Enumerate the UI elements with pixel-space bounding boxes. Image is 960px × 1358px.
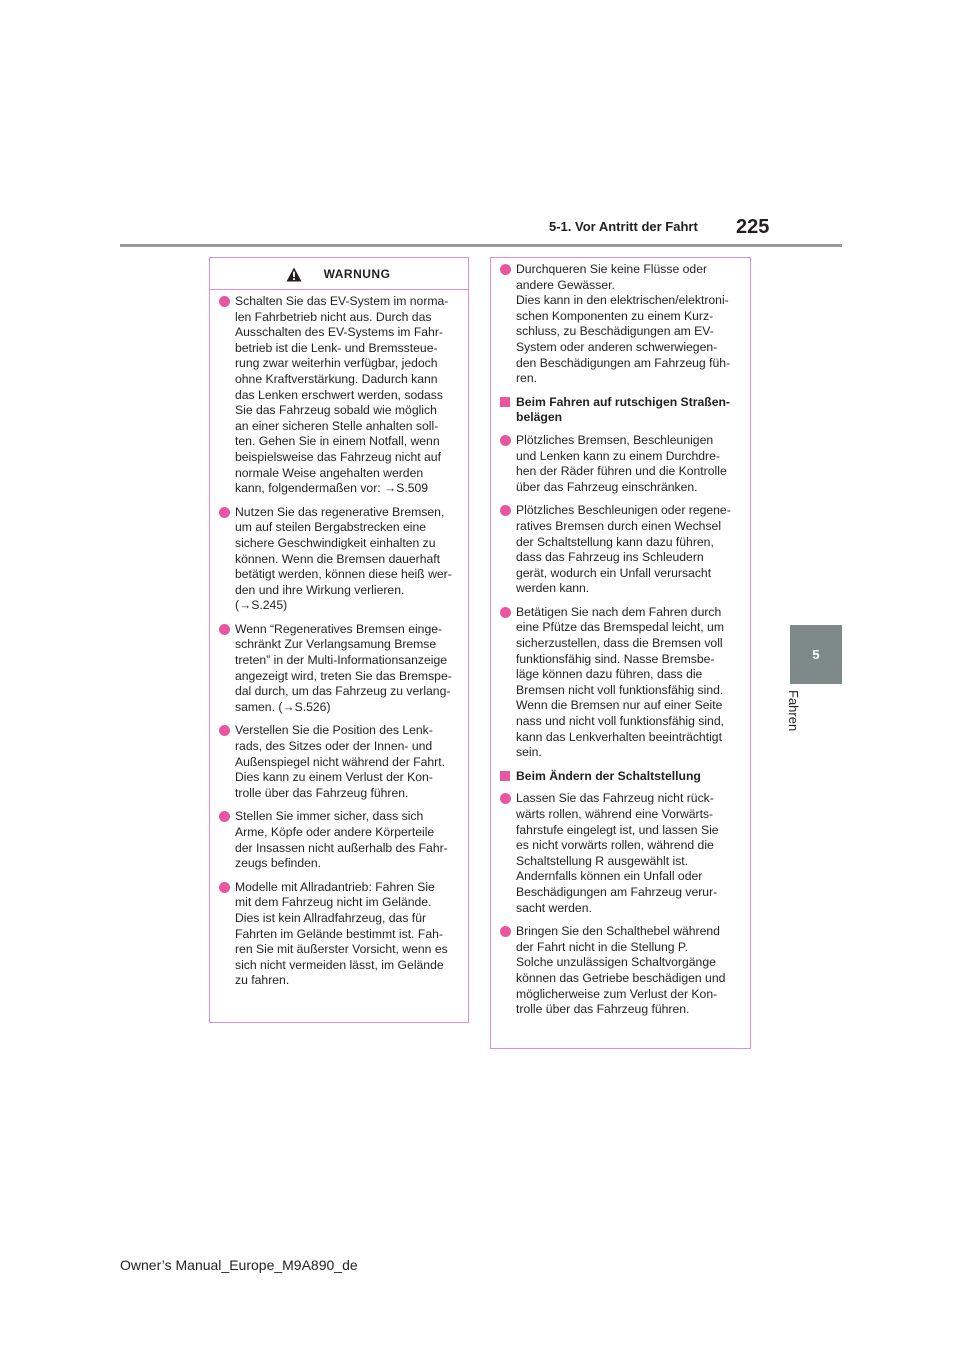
list-item (499, 503, 740, 597)
bullet-icon (219, 507, 230, 518)
item-text: Nutzen Sie das regenerative Bremsen, um auf steilen Bergabstrecken eine sichere Geschwindigkeit einhalten zu können. Wenn die Bremsen dauerhaft betätigt werden, können diese heiß wer- den und ihre Wirkung verlieren. (→S.245) (235, 504, 452, 613)
chapter-number: 5 (812, 647, 820, 662)
item-text: Modelle mit Allradantrieb: Fahren Sie mit dem Fahrzeug nicht im Gelände. Dies ist kein Allradfahrzeug, das für Fahrten im Gelände bestimmt ist. Fah- ren Sie mit äußerster Vorsicht, wenn es sich nicht vermeiden lässt, im Gelände zu fahren. (235, 879, 448, 988)
bullet-icon (219, 882, 230, 893)
item-text: Plötzliches Bremsen, Beschleunigen und Lenken kann zu einem Durchdre- hen der Räder führen und die Kontrolle über das Fahrzeug einschränken. (516, 432, 727, 494)
item-text: Bringen Sie den Schalthebel während der Fahrt nicht in die Stellung P. Solche unzulässigen Schaltvorgänge können das Getriebe beschädigen und möglicherweise zum Verlust der Kon- trolle über das Fahrzeug führen. (516, 924, 726, 1017)
warning-title: WARNUNG (323, 267, 391, 281)
bullet-icon (219, 624, 230, 635)
list-item (499, 791, 740, 916)
square-bullet-icon (500, 771, 510, 781)
item-text: Lassen Sie das Fahrzeug nicht rück- wärts rollen, während eine Vorwärts- fahrstufe eingelegt ist, und lassen Sie es nicht vorwärts rollen, während die Schaltstellung R ausgewählt ist. Andernfalls können ein Unfall oder Beschädigungen am Fahrzeug verur- sacht werden. (516, 791, 719, 915)
footer-document-id: Owner’s Manual_Europe_M9A890_de (120, 1257, 358, 1273)
header-section-title: 5-1. Vor Antritt der Fahrt (549, 219, 698, 234)
chapter-name (773, 690, 813, 750)
bullet-icon (219, 811, 230, 822)
page-number: 225 (736, 216, 770, 238)
bullet-icon (219, 296, 230, 307)
bullet-icon (500, 505, 511, 516)
chapter-name-label: Fahren (786, 690, 801, 732)
heading-text: Beim Fahren auf rutschigen Straßen- belägen (516, 394, 730, 425)
bullet-icon (219, 725, 230, 736)
section-heading-slippery (499, 395, 740, 426)
list-item (499, 433, 740, 495)
list-item (218, 505, 458, 614)
list-item (499, 262, 740, 387)
warning-divider (210, 289, 468, 290)
warning-triangle-icon (286, 267, 302, 282)
warning-box (209, 257, 469, 1023)
bullet-icon (500, 926, 511, 937)
chapter-tab (790, 625, 842, 684)
item-text: Verstellen Sie die Position des Lenk- rads, des Sitzes oder der Innen- und Außenspiegel nicht während der Fahrt. Dies kann zu einem Verlust der Kon- trolle über das Fahrzeug führen. (235, 723, 446, 800)
section-heading-shift (499, 769, 740, 785)
list-item (218, 622, 458, 716)
item-text: Betätigen Sie nach dem Fahren durch eine Pfütze das Bremspedal leicht, um sicherzustellen, dass die Bremsen voll funktionsfähig sind. Nasse Bremsbe- läge können dazu führen, dass die Bremsen nicht voll funktionsfähig sind. Wenn die Bremsen nur auf einer Seite nass und nicht voll funktionsfähig sind, kann das Lenkverhalten beeinträchtigt sein. (516, 604, 724, 760)
list-item (499, 605, 740, 761)
warning-header (218, 262, 458, 286)
warning-box-continued (490, 257, 751, 1049)
item-text: Wenn “Regeneratives Bremsen einge- schränkt Zur Verlangsamung Bremse treten” in der Multi-Informationsanzeige angezeigt wird, treten Sie das Bremspe- dal durch, um das Fahrzeug zu verlang- samen. (→S.526) (235, 621, 452, 714)
list-item (499, 924, 740, 1018)
square-bullet-icon (500, 397, 510, 407)
list-item (218, 880, 458, 989)
bullet-icon (500, 435, 511, 446)
list-item (218, 294, 458, 497)
bullet-icon (500, 607, 511, 618)
item-text: Durchqueren Sie keine Flüsse oder andere Gewässer. Dies kann in den elektrischen/elektroni- schen Komponenten zu einem Kurz- schluss, zu Beschädigungen am EV- System oder anderen schwerwiegen- den Beschädigungen am Fahrzeug füh- ren. (516, 262, 731, 386)
bullet-icon (500, 264, 511, 275)
list-item (218, 809, 458, 871)
bullet-icon (500, 793, 511, 804)
item-text: Plötzliches Beschleunigen oder regene- ratives Bremsen durch einen Wechsel der Schaltstellung kann dazu führen, dass das Fahrzeug ins Schleudern gerät, wodurch ein Unfall verursacht werden kann. (516, 503, 731, 596)
list-item (218, 723, 458, 801)
header-rule (120, 244, 842, 247)
item-text: Stellen Sie immer sicher, dass sich Arme, Köpfe oder andere Körperteile der Insassen nicht außerhalb des Fahr- zeugs befinden. (235, 809, 448, 871)
heading-text: Beim Ändern der Schaltstellung (516, 768, 701, 783)
item-text: Schalten Sie das EV-System im norma- len Fahrbetrieb nicht aus. Durch das Ausschalten des EV-Systems im Fahr- betrieb ist die Lenk- und Bremssteue- rung zwar weiterhin verfügbar, jedoch ohne Kraftverstärkung. Dadurch kann das Lenken erschwert werden, sodass Sie das Fahrzeug sobald wie möglich an einer sicheren Stelle anhalten soll- ten. Gehen Sie in einem Notfall, wenn beispielsweise das Fahrzeug nicht auf normale Weise angehalten werden kann, folgendermaßen vor: →S.509 (235, 294, 449, 496)
